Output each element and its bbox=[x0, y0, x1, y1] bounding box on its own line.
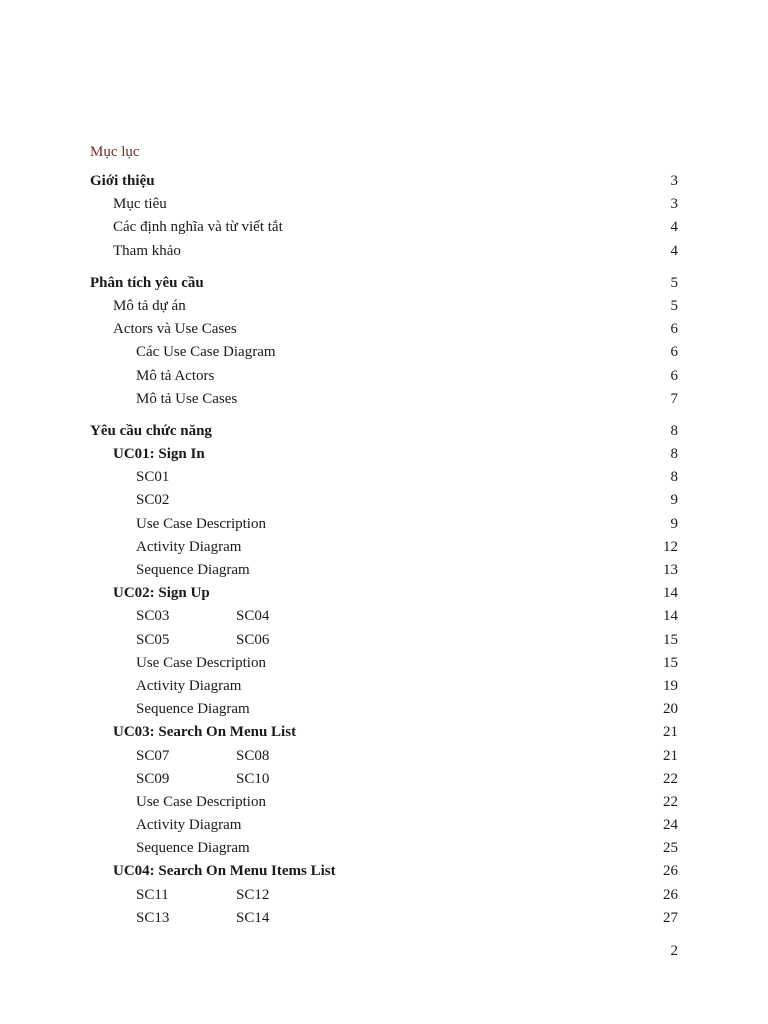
toc-entry-label: Các định nghĩa và từ viết tắt bbox=[113, 219, 283, 236]
toc-entry-page-number: 26 bbox=[663, 863, 678, 880]
toc-entry[interactable] bbox=[90, 652, 678, 675]
toc-entry[interactable] bbox=[90, 721, 678, 744]
toc-entry[interactable] bbox=[90, 513, 678, 536]
toc-entry-label: Tham khảo bbox=[113, 242, 181, 259]
toc-entry-page-number: 8 bbox=[670, 446, 678, 463]
toc-entry[interactable] bbox=[90, 365, 678, 388]
toc-entry-page-number: 12 bbox=[663, 538, 678, 555]
toc-entry[interactable] bbox=[90, 791, 678, 814]
toc-entry-page-number: 25 bbox=[663, 840, 678, 857]
toc-entry-label: Sequence Diagram bbox=[136, 562, 250, 578]
toc-entry[interactable] bbox=[90, 536, 678, 559]
toc-entry-label: Activity Diagram bbox=[136, 817, 242, 834]
toc-entry-page-number: 21 bbox=[663, 724, 678, 741]
toc-entry-label: UC04: Search On Menu Items List bbox=[113, 863, 336, 880]
toc-entry[interactable] bbox=[90, 582, 678, 605]
toc-entry[interactable] bbox=[90, 466, 678, 489]
toc-entry-label: UC03: Search On Menu List bbox=[113, 724, 297, 741]
toc-entry-label-secondary: SC10 bbox=[236, 770, 270, 787]
table-of-contents bbox=[90, 170, 678, 930]
toc-entry-page-number: 13 bbox=[663, 562, 678, 578]
toc-entry-label: SC05 bbox=[136, 631, 170, 648]
toc-entry[interactable] bbox=[90, 698, 678, 721]
toc-entry-label: Use Case Description bbox=[136, 793, 266, 810]
toc-entry-label: SC11 bbox=[136, 886, 169, 903]
toc-entry-label: SC02 bbox=[136, 492, 170, 509]
toc-entry[interactable] bbox=[90, 675, 678, 698]
toc-entry-label: Giới thiệu bbox=[90, 173, 155, 189]
toc-entry-page-number: 24 bbox=[663, 817, 678, 834]
toc-entry-label: SC07 bbox=[136, 747, 170, 764]
toc-entry-label-secondary: SC14 bbox=[236, 909, 270, 926]
toc-entry-page-number: 4 bbox=[670, 242, 678, 259]
toc-entry-page-number: 4 bbox=[670, 219, 678, 236]
toc-entry-label: Activity Diagram bbox=[136, 538, 242, 555]
toc-entry[interactable] bbox=[90, 907, 678, 930]
toc-entry-label-secondary: SC08 bbox=[236, 747, 270, 764]
toc-entry[interactable] bbox=[90, 489, 678, 512]
toc-title: Mục lục bbox=[90, 144, 140, 160]
toc-entry-label: Activity Diagram bbox=[136, 677, 242, 694]
toc-entry-page-number: 26 bbox=[663, 886, 678, 903]
toc-entry-page-number: 3 bbox=[670, 173, 678, 189]
toc-entry-page-number: 27 bbox=[663, 909, 678, 926]
toc-entry-page-number: 15 bbox=[663, 654, 678, 671]
toc-entry[interactable] bbox=[90, 884, 678, 907]
toc-entry[interactable] bbox=[90, 420, 678, 443]
toc-entry[interactable] bbox=[90, 768, 678, 791]
toc-entry[interactable] bbox=[90, 860, 678, 883]
toc-entry-page-number: 9 bbox=[670, 515, 678, 532]
page-number: 2 bbox=[670, 943, 678, 959]
toc-entry-page-number: 21 bbox=[663, 747, 678, 764]
toc-entry-label: Mô tả dự án bbox=[113, 297, 186, 314]
toc-entry-page-number: 6 bbox=[670, 344, 678, 361]
toc-entry-page-number: 22 bbox=[663, 770, 678, 787]
toc-entry-label: Mô tả Use Cases bbox=[136, 390, 238, 407]
toc-entry[interactable] bbox=[90, 240, 678, 263]
toc-entry-label: UC01: Sign In bbox=[113, 446, 205, 463]
toc-entry[interactable] bbox=[90, 443, 678, 466]
toc-entry[interactable] bbox=[90, 605, 678, 628]
toc-entry-label: Mục tiêu bbox=[113, 196, 167, 213]
toc-entry-page-number: 6 bbox=[670, 321, 678, 338]
toc-entry-label: Mô tả Actors bbox=[136, 367, 215, 384]
toc-entry-label: Use Case Description bbox=[136, 654, 266, 671]
toc-entry-page-number: 14 bbox=[663, 585, 678, 602]
toc-entry-label: Actors và Use Cases bbox=[113, 321, 237, 338]
toc-entry-page-number: 6 bbox=[670, 367, 678, 384]
toc-entry-label: Use Case Description bbox=[136, 515, 266, 532]
toc-entry-label: Yêu cầu chức năng bbox=[90, 422, 212, 439]
toc-entry-label: SC09 bbox=[136, 770, 170, 787]
toc-entry[interactable] bbox=[90, 341, 678, 364]
toc-entry[interactable] bbox=[90, 295, 678, 318]
toc-entry-page-number: 8 bbox=[670, 422, 678, 439]
toc-entry-page-number: 9 bbox=[670, 492, 678, 509]
toc-entry[interactable] bbox=[90, 193, 678, 216]
toc-entry[interactable] bbox=[90, 559, 678, 582]
toc-entry[interactable] bbox=[90, 216, 678, 239]
toc-entry[interactable] bbox=[90, 272, 678, 295]
toc-entry-label: Các Use Case Diagram bbox=[136, 344, 276, 361]
toc-entry-label-secondary: SC12 bbox=[236, 886, 270, 903]
toc-entry[interactable] bbox=[90, 170, 678, 193]
toc-entry-page-number: 5 bbox=[670, 274, 678, 291]
toc-entry-label: SC03 bbox=[136, 608, 170, 625]
toc-entry-page-number: 15 bbox=[663, 631, 678, 648]
toc-entry[interactable] bbox=[90, 629, 678, 652]
toc-entry-page-number: 19 bbox=[663, 677, 678, 694]
toc-entry[interactable] bbox=[90, 814, 678, 837]
toc-entry-page-number: 5 bbox=[670, 297, 678, 314]
toc-entry-label: SC01 bbox=[136, 469, 170, 486]
toc-entry-label: UC02: Sign Up bbox=[113, 585, 210, 602]
toc-entry-label: Phân tích yêu cầu bbox=[90, 274, 204, 291]
toc-entry-label-secondary: SC06 bbox=[236, 631, 270, 648]
toc-entry-label-secondary: SC04 bbox=[236, 608, 270, 625]
toc-entry-page-number: 14 bbox=[663, 608, 678, 625]
toc-entry-page-number: 22 bbox=[663, 793, 678, 810]
toc-entry-label: SC13 bbox=[136, 909, 170, 926]
toc-entry[interactable] bbox=[90, 745, 678, 768]
toc-entry[interactable] bbox=[90, 388, 678, 411]
toc-entry-page-number: 20 bbox=[663, 701, 678, 718]
toc-entry-page-number: 7 bbox=[670, 390, 678, 407]
toc-entry-label: Sequence Diagram bbox=[136, 840, 250, 857]
toc-entry-page-number: 3 bbox=[670, 196, 678, 213]
toc-entry[interactable] bbox=[90, 837, 678, 860]
toc-entry[interactable] bbox=[90, 318, 678, 341]
toc-entry-label: Sequence Diagram bbox=[136, 701, 250, 718]
toc-entry-page-number: 8 bbox=[670, 469, 678, 486]
